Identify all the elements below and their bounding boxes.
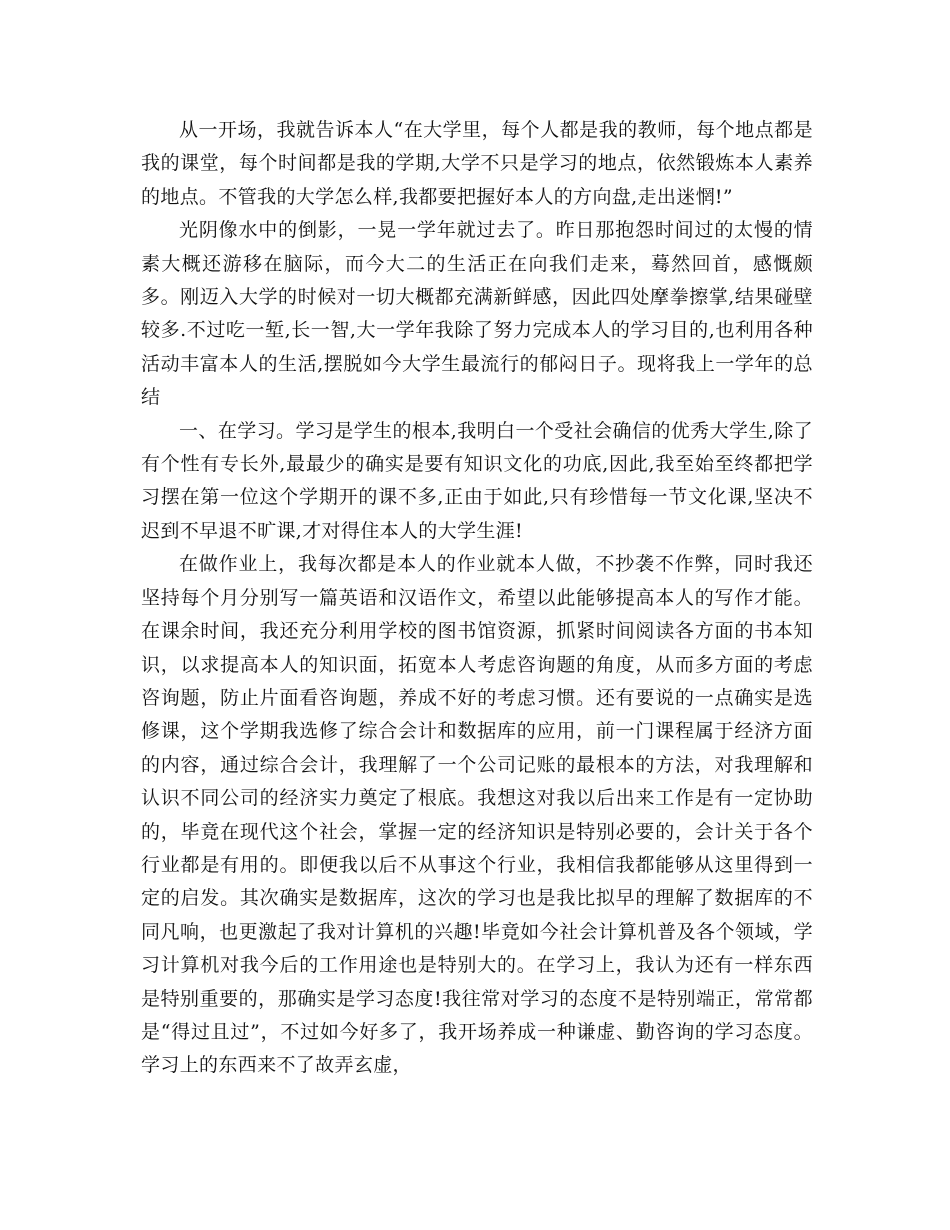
paragraph-homework: 在做作业上，我每次都是本人的作业就本人做，不抄袭不作弊，同时我还坚持每个月分别写一篇英语和汉语作文，希望以此能够提高本人的写作才能。在课余时间，我还充分利用学校的图书馆资源，抓紧时间阅读各方面的书本知识，以求提高本人的知识面，拓宽本人考虑咨询题的角度，从而多方面的考虑咨询题，防止片面看咨询题，养成不好的考虑习惯。还有要说的一点确实是选修课，这个学期我选修了综合会计和数据库的应用，前一门课程属于经济方面的内容，通过综合会计，我理解了一个公司记账的最根本的方法，对我理解和认识不同公司的经济实力奠定了根底。我想这对我以后出来工作是有一定协助的，毕竟在现代这个社会，掌握一定的经济知识是特别必要的，会计关于各个行业都是有用的。即便我以后不从事这个行业，我相信我都能够从这里得到一定的启发。其次确实是数据库，这次的学习也是我比拟早的理解了数据库的不同凡响，也更激起了我对计算机的兴趣!毕竟如今社会计算机普及各个领域，学习计算机对我今后的工作用途也是特别大的。在学习上，我认为还有一样东西是特别重要的，那确实是学习态度!我往常对学习的态度不是特别端正，常常都是“得过且过”，不过如今好多了，我开场养成一种谦虚、勤咨询的学习态度。学习上的东西来不了故弄玄虚， — [141, 553, 813, 1077]
document-body — [141, 114, 813, 1083]
paragraph-opening: 从一开场，我就告诉本人“在大学里，每个人都是我的教师，每个地点都是我的课堂，每个时间都是我的学期,大学不只是学习的地点，依然锻炼本人素养的地点。不管我的大学怎么样,我都要把握好本人的方向盘,走出迷惘!” — [141, 119, 813, 208]
paragraph-study: 一、在学习。学习是学生的根本,我明白一个受社会确信的优秀大学生,除了有个性有专长外,最最少的确实是要有知识文化的功底,因此,我至始至终都把学习摆在第一位这个学期开的课不多,正由于如此,只有珍惜每一节文化课,坚决不迟到不早退不旷课,才对得住本人的大学生涯! — [141, 419, 813, 542]
paragraph-reflection: 光阴像水中的倒影，一晃一学年就过去了。昨日那抱怨时间过的太慢的情素大概还游移在脑际，而今大二的生活正在向我们走来，蓦然回首，感慨颇多。刚迈入大学的时候对一切大概都充满新鲜感，因此四处摩拳擦掌,结果碰壁较多.不过吃一堑,长一智,大一学年我除了努力完成本人的学习目的,也利用各种活动丰富本人的生活,摆脱如今大学生最流行的郁闷日子。现将我上一学年的总结 — [141, 219, 813, 409]
